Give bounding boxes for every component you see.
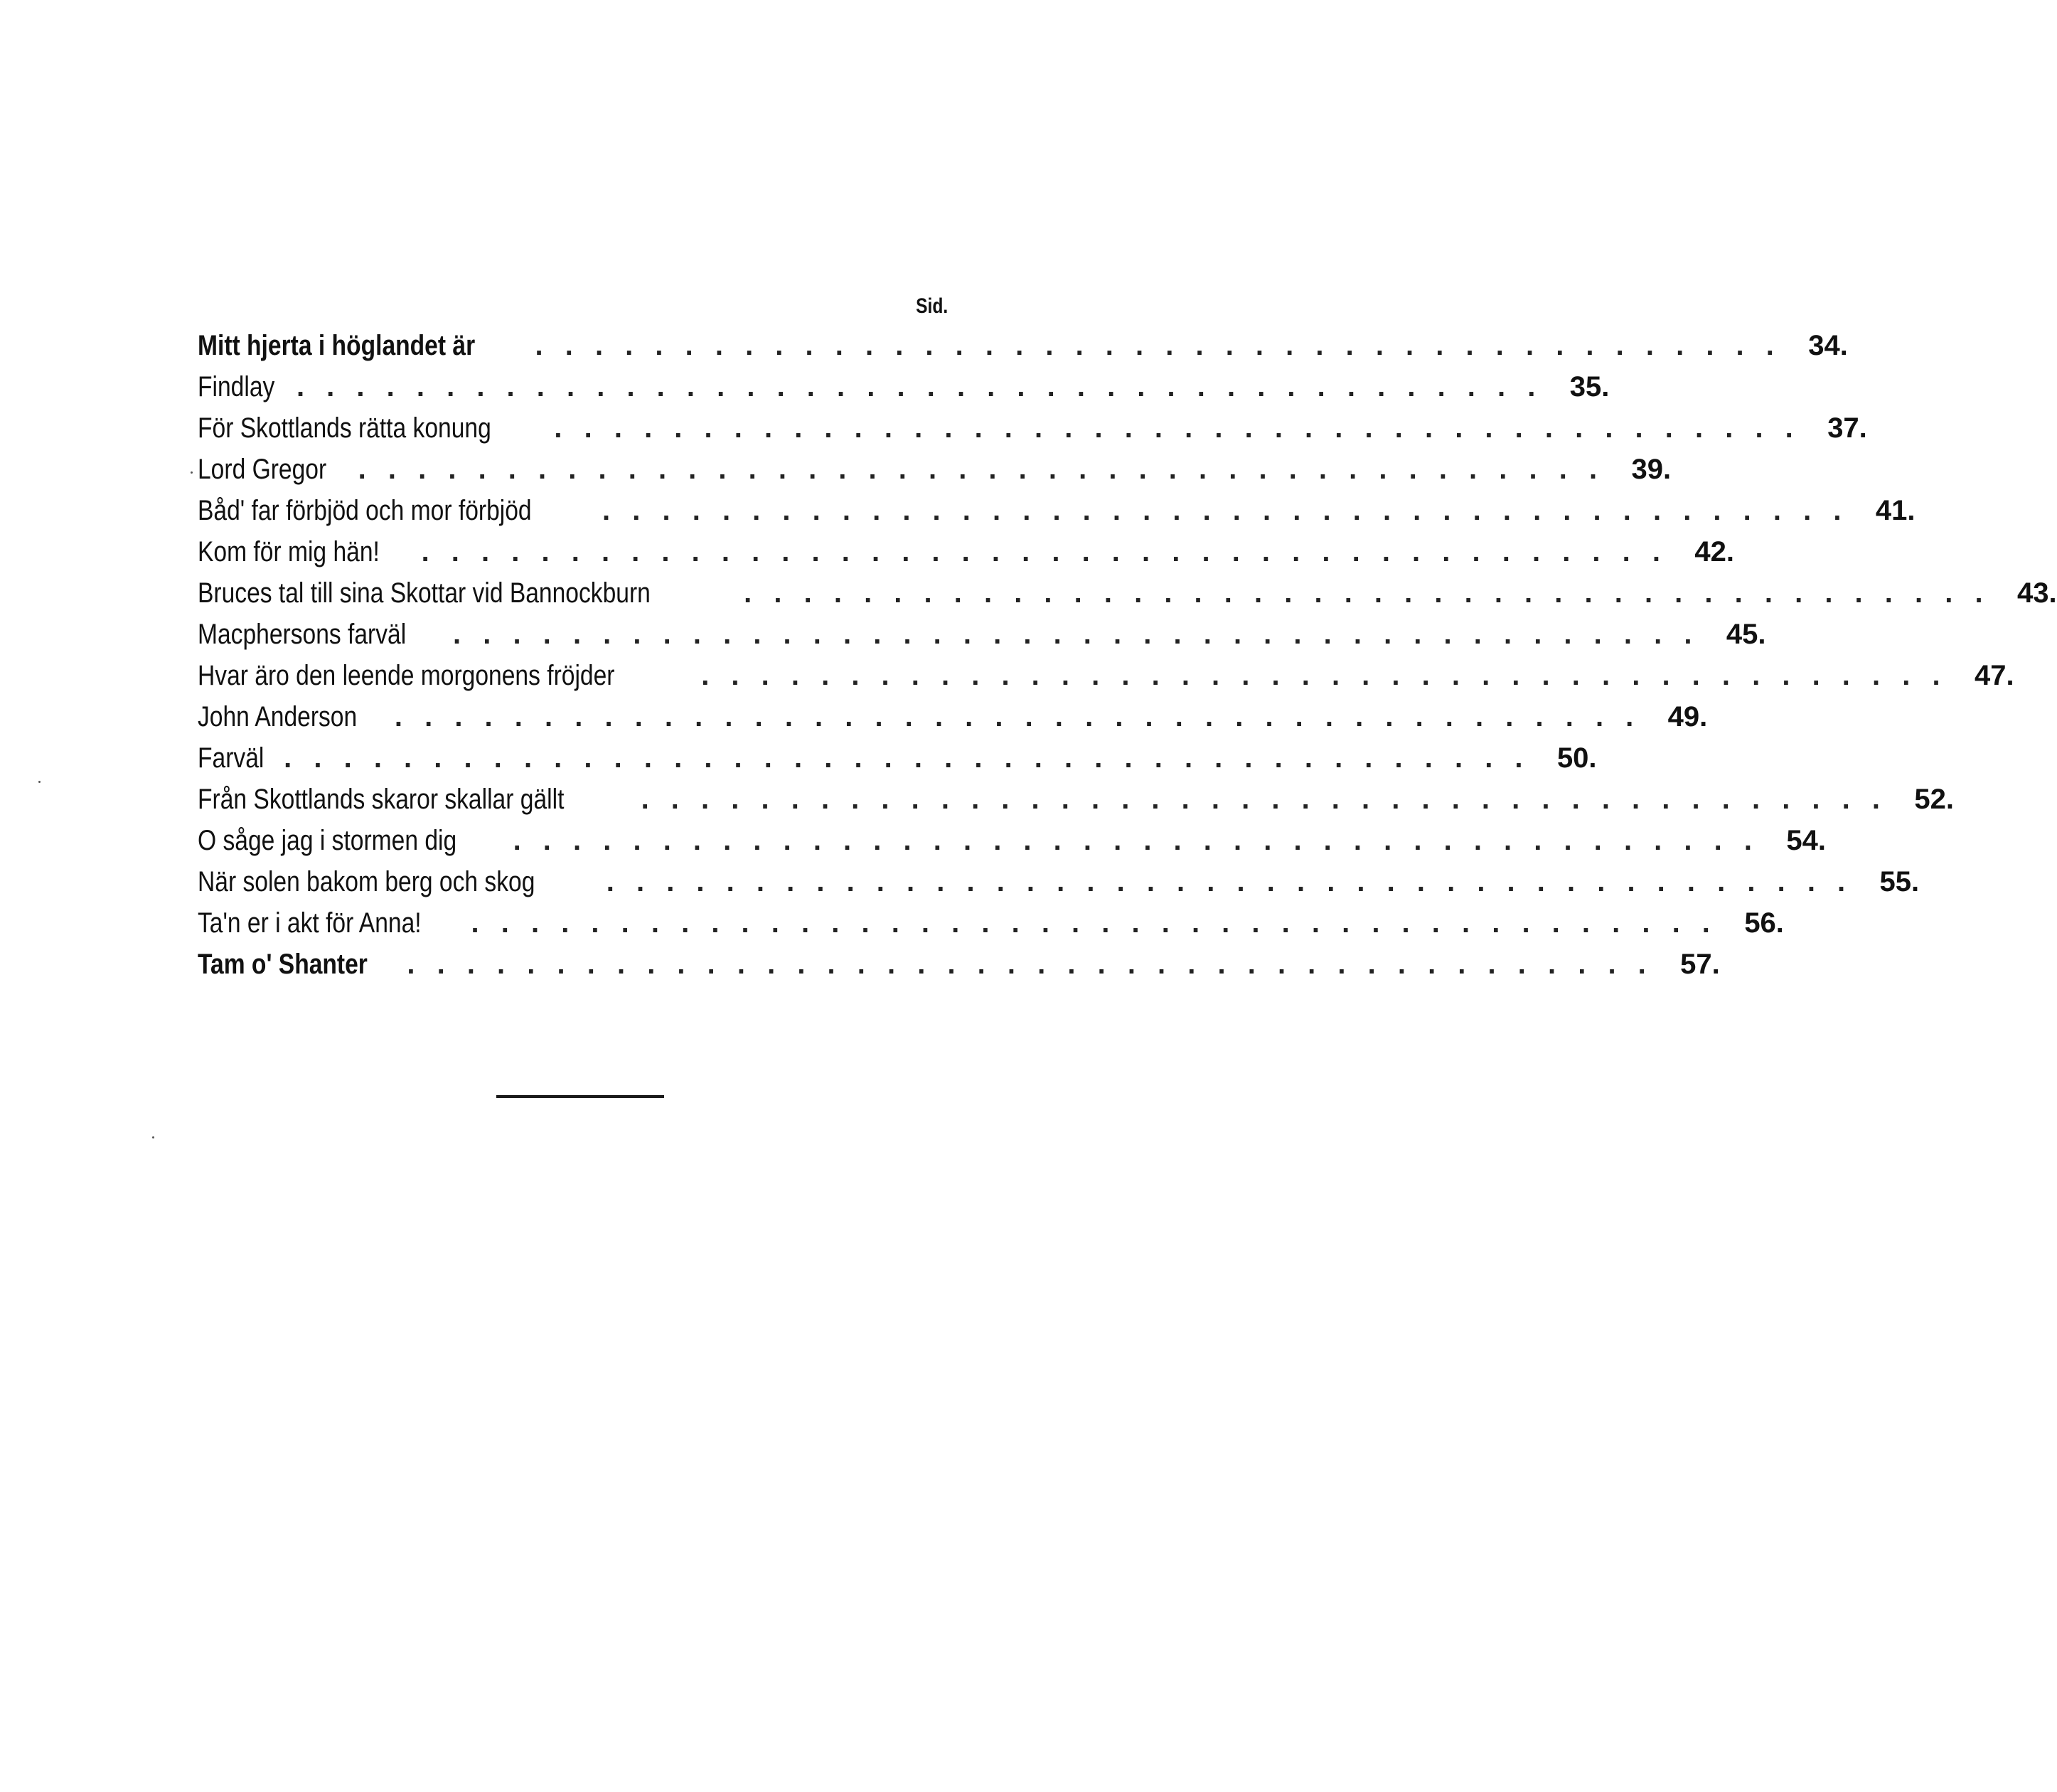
dot-leader: . . . . . . . . . . . . . . . . . . . . . . . . . . . . . . . . . . . . . . . . . . — [358, 454, 1605, 485]
toc-entry — [198, 737, 1597, 779]
toc-entry-page: 50. — [1556, 742, 1597, 774]
dot-leader: . . . . . . . . . . . . . . . . . . . . . . . . . . . . . . . . . . . . . . . . . . — [554, 412, 1800, 444]
dot-leader: . . . . . . . . . . . . . . . . . . . . . . . . . . . . . . . . . . . . . . . . . . — [641, 784, 1887, 815]
toc-entry — [198, 490, 1916, 531]
table-of-contents — [198, 288, 2057, 985]
toc-entry — [198, 572, 2057, 614]
toc-entry-page: 39. — [1631, 454, 1672, 485]
toc-entry-title: Lord Gregor — [198, 454, 327, 485]
toc-entry — [198, 861, 1920, 902]
dot-leader: . . . . . . . . . . . . . . . . . . . . . . . . . . . . . . . . . . . . . . . . . . — [535, 330, 1781, 361]
toc-entry — [198, 449, 1672, 490]
toc-entry — [198, 407, 1867, 449]
dot-leader: . . . . . . . . . . . . . . . . . . . . . . . . . . . . . . . . . . . . . . . . . . — [602, 495, 1849, 526]
toc-entry-page: 49. — [1667, 701, 1708, 732]
toc-entry-page: 47. — [1974, 660, 2014, 691]
toc-entry — [198, 944, 1720, 985]
toc-entry-title: Hvar äro den leende morgonens fröjder — [198, 660, 615, 691]
toc-entry-page: 43. — [2016, 577, 2057, 609]
paper-speck — [152, 1136, 154, 1138]
toc-entry-page: 55. — [1879, 866, 1920, 897]
toc-entry-title: John Anderson — [198, 701, 358, 732]
toc-entry-page: 35. — [1569, 371, 1610, 402]
dot-leader: . . . . . . . . . . . . . . . . . . . . . . . . . . . . . . . . . . . . . . . . . . — [701, 660, 1948, 691]
toc-entry — [198, 902, 1784, 944]
toc-entry-title: För Skottlands rätta konung — [198, 412, 491, 444]
toc-entry-title: O såge jag i stormen dig — [198, 825, 457, 856]
dot-leader: . . . . . . . . . . . . . . . . . . . . . . . . . . . . . . . . . . . . . . . . . . — [606, 866, 1853, 897]
toc-entry-title: Farväl — [198, 742, 265, 774]
dot-leader: . . . . . . . . . . . . . . . . . . . . . . . . . . . . . . . . . . . . . . . . . . — [394, 701, 1641, 732]
toc-entry-title: Båd' far förbjöd och mor förbjöd — [198, 495, 532, 526]
dot-leader: . . . . . . . . . . . . . . . . . . . . . . . . . . . . . . . . . . . . . . . . . . — [421, 536, 1667, 567]
toc-entry-page: 34. — [1808, 330, 1848, 361]
toc-entry — [198, 531, 1734, 572]
toc-entry-page: 54. — [1786, 825, 1826, 856]
toc-entry-title: Findlay — [198, 371, 275, 402]
dot-leader: . . . . . . . . . . . . . . . . . . . . . . . . . . . . . . . . . . . . . . . . . . — [471, 907, 1717, 939]
toc-entry-page: 52. — [1914, 784, 1954, 815]
dot-leader: . . . . . . . . . . . . . . . . . . . . . . . . . . . . . . . . . . . . . . . . . . — [407, 949, 1653, 980]
toc-entry — [198, 366, 1610, 407]
toc-entry-page: 56. — [1744, 907, 1784, 939]
toc-entry-page: 45. — [1726, 619, 1766, 650]
toc-entry-page: 42. — [1694, 536, 1734, 567]
toc-entry-page: 37. — [1827, 412, 1867, 444]
toc-entry — [198, 614, 1766, 655]
toc-entry-page: 57. — [1680, 949, 1720, 980]
paper-speck — [38, 781, 41, 783]
paper-speck — [191, 471, 193, 474]
toc-entry-title: Mitt hjerta i höglandet är — [198, 330, 476, 361]
toc-entry-title: När solen bakom berg och skog — [198, 866, 535, 897]
toc-entry — [198, 779, 1954, 820]
toc-entry-title: Macphersons farväl — [198, 619, 407, 650]
dot-leader: . . . . . . . . . . . . . . . . . . . . . . . . . . . . . . . . . . . . . . . . . . — [296, 371, 1543, 402]
toc-entry-title: Tam o' Shanter — [198, 949, 368, 980]
dot-leader: . . . . . . . . . . . . . . . . . . . . . . . . . . . . . . . . . . . . . . . . . . — [453, 619, 1699, 650]
toc-entry-title: Ta'n er i akt för Anna! — [198, 907, 422, 939]
dot-leader: . . . . . . . . . . . . . . . . . . . . . . . . . . . . . . . . . . . . . . . . . . — [513, 825, 1759, 856]
page-column-header: Sid. — [916, 294, 949, 318]
toc-entry — [198, 820, 1826, 861]
section-divider-rule — [496, 1095, 664, 1098]
dot-leader: . . . . . . . . . . . . . . . . . . . . . . . . . . . . . . . . . . . . . . . . . . — [744, 577, 1990, 609]
toc-entry — [198, 655, 2014, 696]
toc-entry — [198, 325, 1848, 366]
toc-list — [198, 325, 2057, 985]
toc-entry-title: Från Skottlands skaror skallar gällt — [198, 784, 565, 815]
toc-entry-title: Kom för mig hän! — [198, 536, 380, 567]
dot-leader: . . . . . . . . . . . . . . . . . . . . . . . . . . . . . . . . . . . . . . . . . . — [284, 742, 1530, 774]
toc-entry — [198, 696, 1708, 737]
toc-entry-page: 41. — [1875, 495, 1916, 526]
toc-entry-title: Bruces tal till sina Skottar vid Bannockburn — [198, 577, 651, 609]
